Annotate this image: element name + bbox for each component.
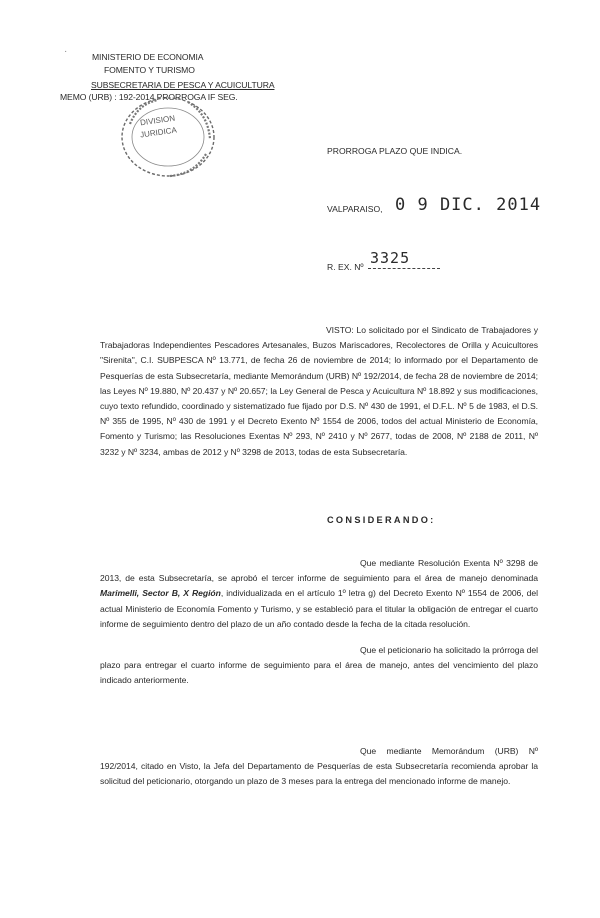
resolution-underline	[368, 268, 440, 269]
header-memo-reference: MEMO (URB) : 192-2014 PRORROGA IF SEG.	[60, 92, 238, 102]
considerando-heading: CONSIDERANDO:	[327, 515, 436, 525]
scan-mark: ·	[64, 46, 68, 57]
division-juridica-stamp	[118, 94, 218, 180]
considerando-1-after: , individualizada en el artículo 1º letra g) del Decreto Exento Nº 1554 de 2006, del actual Ministerio de Economía Fomento y Turismo, y se estableció para el titular la obligación de entregar el cuarto informe de seguimiento dentro del plazo de un año contado desde la fecha de la citada resolución.	[100, 588, 538, 629]
stamped-date: 0 9 DIC. 2014	[395, 195, 542, 215]
considerando-paragraph-1	[100, 556, 538, 632]
stamp-line-2: JURIDICA	[139, 125, 178, 140]
header-fomento: FOMENTO Y TURISMO	[104, 65, 195, 75]
stamp-line-1: DIVISION	[139, 113, 176, 128]
document-subject: PRORROGA PLAZO QUE INDICA.	[327, 146, 463, 156]
place-label: VALPARAISO,	[327, 204, 383, 214]
considerando-paragraph-3: Que mediante Memorándum (URB) Nº 192/2014, citado en Visto, la Jefa del Departamento de Pesquerías de esta Subsecretaría recomienda aprobar la solicitud del peticionario, otorgando un plazo de 3 meses para la entrega del mencionado informe de manejo.	[100, 746, 538, 787]
area-de-manejo-name: Marimelli, Sector B, X Región	[100, 588, 221, 599]
resolution-number: 3325	[370, 249, 411, 267]
visto-paragraph: VISTO: Lo solicitado por el Sindicato de Trabajadores y Trabajadoras Independientes Pescadores Artesanales, Buzos Mariscadores, Recolectores de Orilla y Acuicultores "Sirenita", C.I. SUBPESCA Nº 13.771, de fecha 26 de noviembre de 2014; lo informado por el Departamento de Pesquerías de esta Subsecretaría, mediante Memorándum (URB) Nº 192/2014, de fecha 28 de noviembre de 2014; las Leyes Nº 19.880, Nº 20.437 y Nº 20.657; la Ley General de Pesca y Acuicultura Nº 18.892 y sus modificaciones, cuyo texto refundido, coordinado y sistematizado fue fijado por D.S. Nº 430 de 1991, el D.F.L. Nº 5 de 1983, el D.S. Nº 355 de 1995, Nº 430 de 1991 y el Decreto Exento Nº 1554 de 2006, todos del actual Ministerio de Economía, Fomento y Turismo; las Resoluciones Exentas Nº 293, Nº 2410 y Nº 2677, todas de 2008, Nº 2188 de 2011, Nº 3232 y Nº 3234, ambas de 2012 y Nº 3298 de 2013, todas de esta Subsecretaría.	[100, 325, 538, 457]
header-ministry: MINISTERIO DE ECONOMIA	[92, 52, 204, 62]
considerando-1-before: Que mediante Resolución Exenta Nº 3298 de 2013, de esta Subsecretaría, se aprobó el tercer informe de seguimiento para el área de manejo denominada	[100, 558, 538, 584]
header-subsecretaria: SUBSECRETARIA DE PESCA Y ACUICULTURA	[91, 80, 275, 90]
considerando-paragraph-2: Que el peticionario ha solicitado la prórroga del plazo para entregar el cuarto informe de seguimiento para el área de manejo, antes del vencimiento del plazo indicado anteriormente.	[100, 645, 538, 686]
resolution-label: R. EX. Nº	[327, 262, 364, 272]
